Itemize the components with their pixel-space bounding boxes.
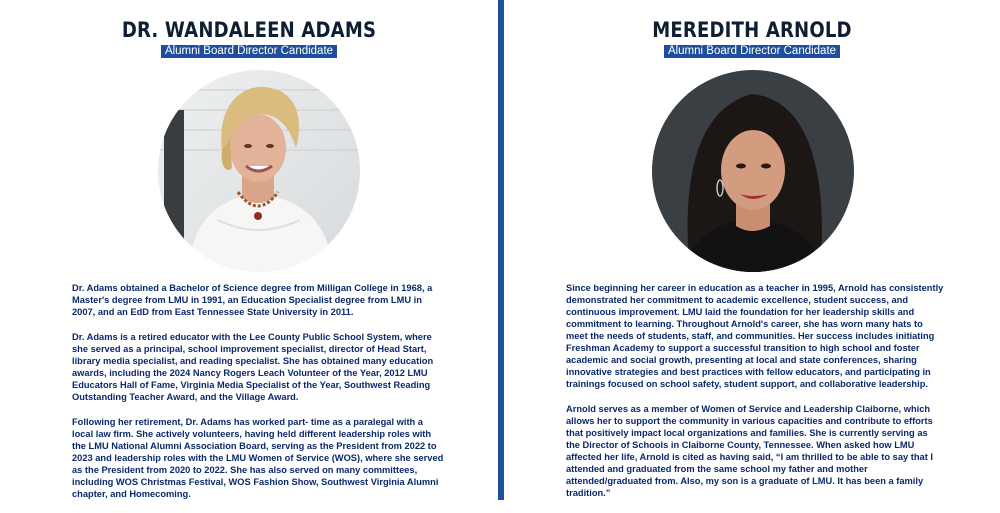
- bio-paragraph: Dr. Adams is a retired educator with the Lee County Public School System, where she served as a principal, school improvement specialist, director of Head Start, library media specialist, and reading specialist. She has obtained many education awards, including the 2024 Nancy Rogers Leach Volunteer of the Year, 2012 LMU Educators Hall of Fame, Virginia Media Specialist of the Year, Southwest Reading Outstanding Teacher Award, and the Village Award.: [72, 332, 434, 402]
- candidate-card-arnold: [504, 0, 1000, 500]
- candidate-portrait: [158, 70, 360, 272]
- bio-paragraph: Following her retirement, Dr. Adams has worked part- time as a paralegal with a local law firm. She actively volunteers, having held different leadership roles with the LMU National Alumni Association Board, serving as the President from 2022 to 2023 and leadership roles with the LMU Women of Service (WOS), where she served as the President from 2020 to 2022. She has also served on many committees, including WOS Christmas Festival, WOS Fashion Show, Southwest Virginia Alumni chapter, and Homecoming.: [72, 417, 444, 499]
- bio-paragraph: Arnold serves as a member of Women of Service and Leadership Claiborne, which allows her to support the community in various capacities and contribute to efforts that positively impact local organizations and families. She is currently serving as the Director of Schools in Claiborne County, Tennessee. When asked how LMU affected her life, Arnold is cited as having said, “I am thrilled to be able to say that I attended and graduated from the same school my father and mother attended/graduated from. Also, my son is a graduate of LMU. It has been a family tradition.”: [566, 404, 933, 498]
- candidate-name: DR. WANDALEEN ADAMS: [121, 18, 377, 42]
- candidate-card-adams: [0, 0, 498, 500]
- candidate-portrait: [652, 70, 854, 272]
- bio-paragraph: Dr. Adams obtained a Bachelor of Science degree from Milligan College in 1968, a Master's degree from LMU in 1991, an Education Specialist degree from LMU in 2007, and an EdD from East Tennessee State University in 2011.: [72, 283, 433, 317]
- candidate-bio: [72, 282, 444, 513]
- candidate-role-label: Alumni Board Director Candidate: [664, 45, 840, 58]
- candidate-name: MEREDITH ARNOLD: [652, 18, 852, 42]
- candidate-bio: [566, 282, 944, 512]
- bio-paragraph: Since beginning her career in education as a teacher in 1995, Arnold has consistently demonstrated her commitment to academic excellence, student success, and continuous improvement. LMU laid the foundation for her leadership skills and commitment to learning. Throughout Arnold's career, she has worn many hats to meet the needs of students, staff, and communities. Her success includes initiating Freshman Academy to support a successful transition to high school and foster academic and social growth, presenting at local and state conferences, sharing innovative strategies and best practices with fellow educators, and participating in trainings focused on school safety, student support, and collaborative leadership.: [566, 283, 944, 389]
- candidate-role-label: Alumni Board Director Candidate: [161, 45, 337, 58]
